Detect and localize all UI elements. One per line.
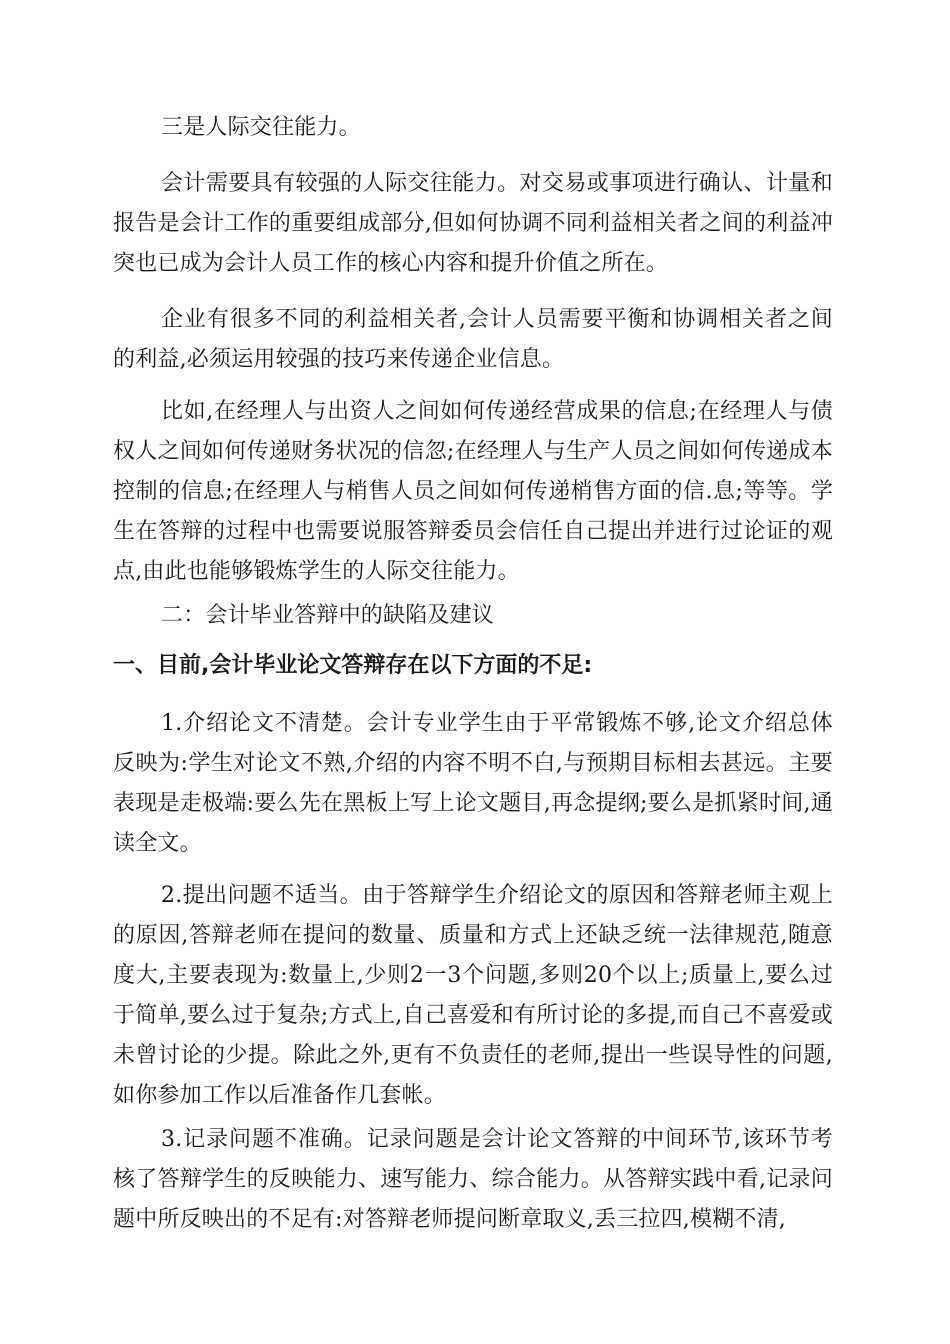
paragraph-section-two: 二：会计毕业答辩中的缺陷及建议 <box>161 603 495 628</box>
bold-heading: 一、目前,会计毕业论文答辩存在以下方面的不足: <box>113 653 593 678</box>
item-recording: 3.记录问题不准确。记录问题是会计论文答辩的中间环节,该环节考核了答辩学生的反映能力、速写能力、综合能力。从答辩实践中看,记录问题中所反映出的不足有:对答辩老师提问断章取义,丢三拉四,模糊不清, <box>113 1127 833 1232</box>
paragraph-stakeholders: 企业有很多不同的利益相关者,会计人员需要平衡和协调相关者之间的利益,必须运用较强的技巧来传递企业信息。 <box>113 307 833 372</box>
paragraph-examples: 比如,在经理人与出资人之间如何传递经营成果的信息;在经理人与债权人之间如何传递财务状况的信忽;在经理人与生产人员之间如何传递成本控制的信息;在经理人与梢售人员之间如何传递梢售方面的信.息;等等。学生在答辩的过程中也需要说服答辩委员会信任自己提出并进行过论证的观点,由此也能够锻炼学生的人际交往能力。 <box>113 399 833 584</box>
item-questions: 2.提出问题不适当。由于答辩学生介绍论文的原因和答辩老师主观上的原因,答辩老师在提问的数量、质量和方式上还缺乏统一法律规范,随意度大,主要表现为:数量上,少则2一3个问题,多则20个以上;质量上,要么过于简单,要么过于复杂;方式上,自己喜爱和有所讨论的多提,而自己不喜爱或未曾讨论的少提。除此之外,更有不负责任的老师,提出一些误导性的问题,如你参加工作以后准备作几套帐。 <box>113 883 833 1108</box>
item-introduction: 1.介绍论文不清楚。会计专业学生由于平常锻炼不够,论文介绍总体反映为:学生对论文不熟,介绍的内容不明不白,与预期目标相去甚远。主要表现是走极端:要么先在黑板上写上论文题目,再念提纲;要么是抓紧时间,通读全文。 <box>113 711 833 856</box>
paragraph-interpersonal-title: 三是人际交往能力。 <box>161 115 361 140</box>
paragraph-interpersonal-ability: 会计需要具有较强的人际交往能力。对交易或事项进行确认、计量和报告是会计工作的重要组成部分,但如何协调不同利益相关者之间的利益冲突也已成为会计人员工作的核心内容和提升价值之所在。 <box>113 171 833 276</box>
